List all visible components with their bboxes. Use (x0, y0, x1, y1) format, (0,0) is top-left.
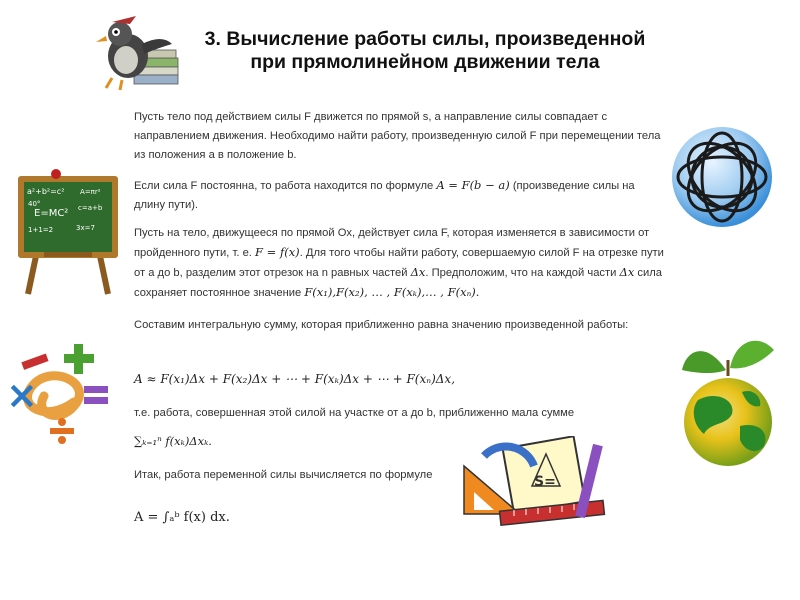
paragraph-3-part-a: Пусть на тело, движущееся по прямой Ox, действует сила F, которая изменяется в зависимости от пройденного пути, т. е. (134, 227, 650, 259)
geometry-formula-label: S= (534, 474, 556, 490)
delta-x-symbol: Δx (410, 265, 426, 279)
integral-work-formula: A = ∫ₐᵇ f(x) dx. (134, 510, 230, 525)
chalkboard-line-4: A=πr² (80, 188, 101, 196)
chalkboard-line-1: a²+b²=c² (27, 187, 65, 196)
paragraph-2 (134, 176, 664, 215)
force-function-formula: F = f(x) (255, 245, 300, 259)
title-line-1: 3. Вычисление работы силы, произведенной (204, 28, 646, 50)
paragraph-2-tail: (произведение силы на длину пути). (134, 180, 635, 211)
paragraph-3-part-b: . Для того чтобы найти работу, совершаемую силой F на отрезке пути от a до b, разделим этот отрезок на n равных частей (134, 247, 664, 279)
work-formula-constant: A = F(b − a) (436, 178, 510, 192)
geometry-tools-illustration (460, 436, 610, 546)
chalkboard-line-6: 1+1=2 (28, 226, 54, 234)
paragraph-1: Пусть тело под действием силы F движется по прямой s, а направление силы совпадает с направлением движения. Необходимо найти работу, произведенную силой F при перемещении тела из положения a в положение b. (134, 111, 661, 161)
paragraph-3-part-c: . Предположим, что на каждой части (425, 267, 617, 279)
chalkboard-illustration (14, 166, 122, 298)
chalkboard-line-2: E=MC² (34, 208, 69, 219)
paragraph-3-part-d: сила сохраняет постоянное значение (134, 267, 663, 299)
svg-text:×: × (6, 373, 38, 417)
paragraph-3 (134, 224, 664, 303)
chalkboard-line-3: 40° (28, 200, 41, 208)
paragraph-4: Составим интегральную сумму, которая приближенно равна значению произведенной работы: (134, 319, 629, 331)
wire-sphere-illustration (666, 124, 778, 230)
globe-illustration (676, 330, 780, 468)
bird-on-books-illustration (92, 14, 184, 94)
paragraph-2-text: Если сила F постоянна, то работа находится по формуле (134, 180, 434, 192)
sum-formula: ∑ₖ₌₁ⁿ f(xₖ)Δxₖ. (134, 434, 212, 448)
paragraph-6: т.е. работа, совершенная этой силой на участке от a до b, приближенно мала сумме (134, 407, 575, 419)
chalkboard-line-7: 3x=7 (76, 224, 95, 232)
force-values-formula: F(x₁),F(x₂), … , F(xₖ),… , F(xₙ). (304, 285, 480, 299)
integral-sum-formula: A ≈ F(x₁)Δx + F(x₂)Δx + ⋯ + F(xₖ)Δx + ⋯ + F(xₙ)Δx, (134, 372, 456, 386)
title-line-2: при прямолинейном движении тела (250, 51, 600, 73)
delta-x-symbol-2: Δx (619, 265, 635, 279)
paragraph-8: Итак, работа переменной силы вычисляется по формуле (134, 469, 433, 481)
math-symbols-illustration (4, 344, 116, 444)
page-title (190, 28, 660, 74)
chalkboard-line-5: c=a+b (78, 204, 103, 212)
